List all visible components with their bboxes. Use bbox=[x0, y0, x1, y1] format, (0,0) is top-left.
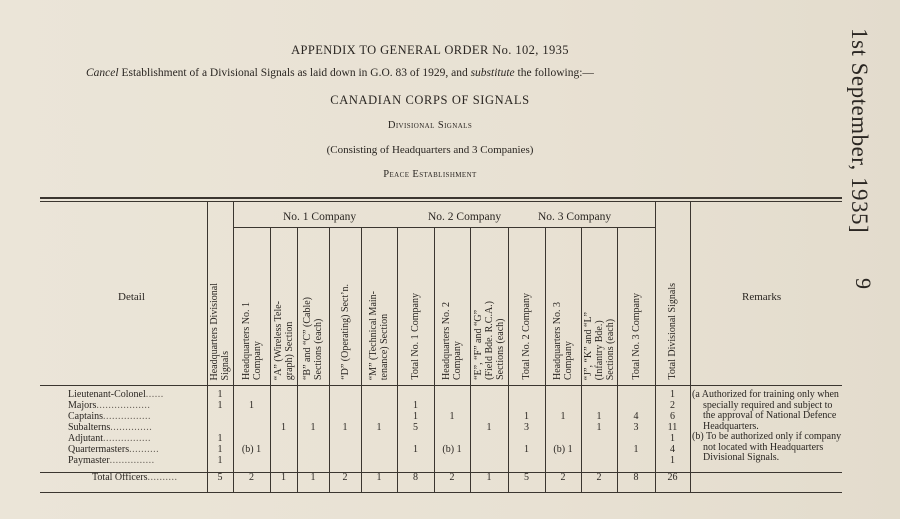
column-header-line: graph) Section bbox=[283, 321, 295, 380]
total-cell: 2 bbox=[342, 472, 348, 483]
column-line bbox=[690, 201, 691, 492]
table-top-rule-2 bbox=[40, 201, 842, 202]
total-cell: 26 bbox=[667, 472, 678, 483]
cancel-line bbox=[86, 67, 786, 79]
remarks-block bbox=[692, 390, 842, 464]
column-header-line: “B” and “C” (Cable) bbox=[302, 296, 313, 380]
table-cell: 1 bbox=[217, 433, 223, 444]
total-cell: 2 bbox=[449, 472, 455, 483]
table-cell: 1 bbox=[249, 400, 254, 411]
column-header bbox=[521, 293, 532, 380]
leader-dots: ............... bbox=[109, 455, 155, 466]
column-header-line: “J”, “K” and “L” bbox=[582, 311, 594, 380]
table-cell: 1 bbox=[633, 444, 639, 455]
table-cell: 1 bbox=[596, 411, 602, 422]
column-header-line: Sections (each) bbox=[494, 318, 506, 380]
table-cell: (b) 1 bbox=[553, 444, 573, 455]
table-cell: 1 bbox=[560, 411, 566, 422]
column-header-line: Signals bbox=[220, 350, 231, 380]
total-cell: 5 bbox=[217, 472, 223, 483]
corps-title: CANADIAN CORPS OF SIGNALS bbox=[330, 93, 530, 107]
row-label bbox=[68, 411, 151, 422]
table-cell: 1 bbox=[413, 411, 418, 422]
table-cell: 11 bbox=[667, 422, 678, 433]
column-line bbox=[581, 228, 582, 492]
leader-dots: ................ bbox=[103, 433, 151, 444]
substitute-word: substitute bbox=[470, 67, 515, 79]
table-cell: 1 bbox=[670, 433, 675, 444]
column-header-line: “D” (Operating) Sect’n. bbox=[339, 284, 351, 380]
table-cell: 1 bbox=[670, 389, 675, 400]
column-header-line: Company bbox=[251, 341, 263, 380]
table-cell: 1 bbox=[281, 422, 286, 433]
column-header-line: Company bbox=[563, 341, 574, 380]
table-cell: 1 bbox=[342, 422, 348, 433]
table-cell: 3 bbox=[524, 422, 529, 433]
side-date: 1st September, 1935] bbox=[847, 28, 872, 234]
column-header-line: Headquarters No. 1 bbox=[240, 301, 252, 380]
table-cell: 1 bbox=[670, 455, 675, 466]
total-cell: 5 bbox=[524, 472, 529, 483]
group-no2: No. 2 Company bbox=[428, 211, 502, 223]
column-header-line: Total No. 3 Company bbox=[630, 293, 642, 380]
table-cell: 1 bbox=[524, 444, 529, 455]
column-header-line: Total No. 1 Company bbox=[410, 293, 421, 380]
table-cell: 4 bbox=[670, 444, 675, 455]
column-header bbox=[631, 293, 642, 380]
column-header-line: Headquarters Divisional bbox=[209, 282, 220, 380]
row-label bbox=[68, 389, 164, 400]
table-top-rule bbox=[40, 197, 842, 199]
table-cell: 1 bbox=[217, 444, 223, 455]
column-header bbox=[667, 283, 678, 380]
table-cell: 1 bbox=[217, 455, 223, 466]
row-label-text: Lieutenant-Colonel bbox=[68, 389, 146, 400]
row-label-text: Captains bbox=[68, 411, 103, 422]
total-cell: 8 bbox=[413, 472, 418, 483]
table-cell: 1 bbox=[524, 411, 529, 422]
table-cell: 1 bbox=[310, 422, 316, 433]
cancel-word: Cancel bbox=[86, 67, 119, 79]
column-line bbox=[361, 228, 362, 492]
table-cell: 6 bbox=[670, 411, 675, 422]
column-line bbox=[270, 228, 271, 492]
row-label-text: Total Officers bbox=[92, 472, 148, 483]
column-header-line: “A” (Wireless Tele- bbox=[272, 300, 284, 380]
table-cell: 3 bbox=[633, 422, 639, 433]
column-line bbox=[470, 228, 471, 492]
column-header bbox=[552, 302, 574, 380]
column-header bbox=[209, 283, 231, 380]
total-cell: 2 bbox=[560, 472, 566, 483]
page-number: 9 bbox=[851, 278, 876, 289]
table-cell: 1 bbox=[217, 389, 223, 400]
table-cell: (b) 1 bbox=[241, 444, 262, 455]
row-label bbox=[68, 433, 151, 444]
column-line bbox=[297, 228, 298, 492]
column-header-line: Company bbox=[452, 341, 463, 380]
table-cell: 1 bbox=[596, 422, 602, 433]
column-header-line: Headquarters No. 2 bbox=[441, 301, 452, 380]
total-cell: 1 bbox=[486, 472, 492, 483]
column-header bbox=[583, 312, 616, 380]
column-header bbox=[340, 284, 351, 380]
row-label bbox=[68, 422, 152, 433]
table-cell: 1 bbox=[217, 400, 223, 411]
column-header-line: (Field Bde. R.C.A.) bbox=[483, 301, 495, 380]
appendix-title: APPENDIX TO GENERAL ORDER No. 102, 1935 bbox=[291, 43, 569, 57]
column-header bbox=[441, 302, 463, 380]
leader-dots: ...... bbox=[145, 389, 164, 400]
row-label bbox=[68, 444, 159, 455]
column-header-line: Sections (each) bbox=[313, 318, 324, 380]
table-cell: 2 bbox=[670, 400, 675, 411]
column-header-line: Total Divisional Signals bbox=[667, 283, 678, 380]
row-label-text: Majors bbox=[68, 400, 97, 411]
column-header-line: Headquarters No. 3 bbox=[552, 301, 563, 380]
row-label-text: Adjutant bbox=[68, 433, 103, 444]
table-cell: 1 bbox=[413, 444, 418, 455]
group-no3: No. 3 Company bbox=[538, 211, 612, 223]
total-cell: 1 bbox=[281, 472, 286, 483]
total-cell: 8 bbox=[633, 472, 639, 483]
column-header bbox=[473, 301, 506, 380]
column-header bbox=[302, 297, 324, 380]
peace-title: Peace Establishment bbox=[383, 169, 477, 180]
column-header bbox=[241, 302, 263, 380]
leader-dots: ................ bbox=[103, 411, 151, 422]
header-bottom-rule bbox=[40, 385, 842, 386]
remark-b: (b) To be authorized only if company not located with Headquarters Divisional Signals. bbox=[692, 431, 842, 463]
table-cell: 1 bbox=[449, 411, 455, 422]
column-header bbox=[273, 301, 295, 380]
row-label-text: Quartermasters bbox=[68, 444, 130, 455]
detail-header: Detail bbox=[118, 291, 145, 303]
leader-dots: .......... bbox=[129, 444, 160, 455]
table-cell: 4 bbox=[633, 411, 639, 422]
row-label-text: Subalterns bbox=[68, 422, 111, 433]
table-cell: (b) 1 bbox=[442, 444, 462, 455]
row-label-text: Paymaster bbox=[68, 455, 110, 466]
column-header-line: Total No. 2 Company bbox=[521, 293, 532, 380]
total-cell: 2 bbox=[249, 472, 254, 483]
leader-dots: .............. bbox=[110, 422, 153, 433]
total-cell: 2 bbox=[596, 472, 602, 483]
column-header-line: (Infantry Bde.) bbox=[593, 320, 605, 380]
row-label bbox=[68, 400, 150, 411]
side-margin bbox=[846, 28, 882, 328]
leader-dots: .......... bbox=[147, 472, 178, 483]
column-header bbox=[410, 293, 421, 380]
total-row-label bbox=[92, 472, 177, 483]
column-header-line: “E”, “F” and “G” bbox=[472, 310, 484, 380]
group-no1: No. 1 Company bbox=[283, 211, 357, 223]
table-cell: 1 bbox=[486, 422, 492, 433]
column-header-line: “M” (Technical Main- bbox=[368, 290, 379, 380]
column-header bbox=[368, 291, 390, 380]
table-cell: 1 bbox=[376, 422, 382, 433]
following-text: the following:— bbox=[514, 67, 594, 79]
row-label bbox=[68, 455, 155, 466]
table-cell: 5 bbox=[413, 422, 418, 433]
total-cell: 1 bbox=[376, 472, 382, 483]
column-line bbox=[329, 228, 330, 492]
cancel-text: Establishment of a Divisional Signals as laid down in G.O. 83 of 1929, and bbox=[118, 67, 471, 79]
column-header-line: tenance) Section bbox=[379, 313, 390, 380]
consisting-line: (Consisting of Headquarters and 3 Companies) bbox=[326, 144, 534, 156]
leader-dots: .................. bbox=[96, 400, 151, 411]
table-bottom-rule bbox=[40, 492, 842, 493]
column-header-line: Sections (each) bbox=[604, 318, 616, 380]
table-cell: 1 bbox=[413, 400, 418, 411]
total-cell: 1 bbox=[310, 472, 316, 483]
divisional-title: Divisional Signals bbox=[387, 120, 473, 131]
remark-a: (a Authorized for training only when specially required and subject to the approval of National Defence Headquarters. bbox=[692, 389, 839, 432]
remarks-header: Remarks bbox=[742, 291, 782, 303]
